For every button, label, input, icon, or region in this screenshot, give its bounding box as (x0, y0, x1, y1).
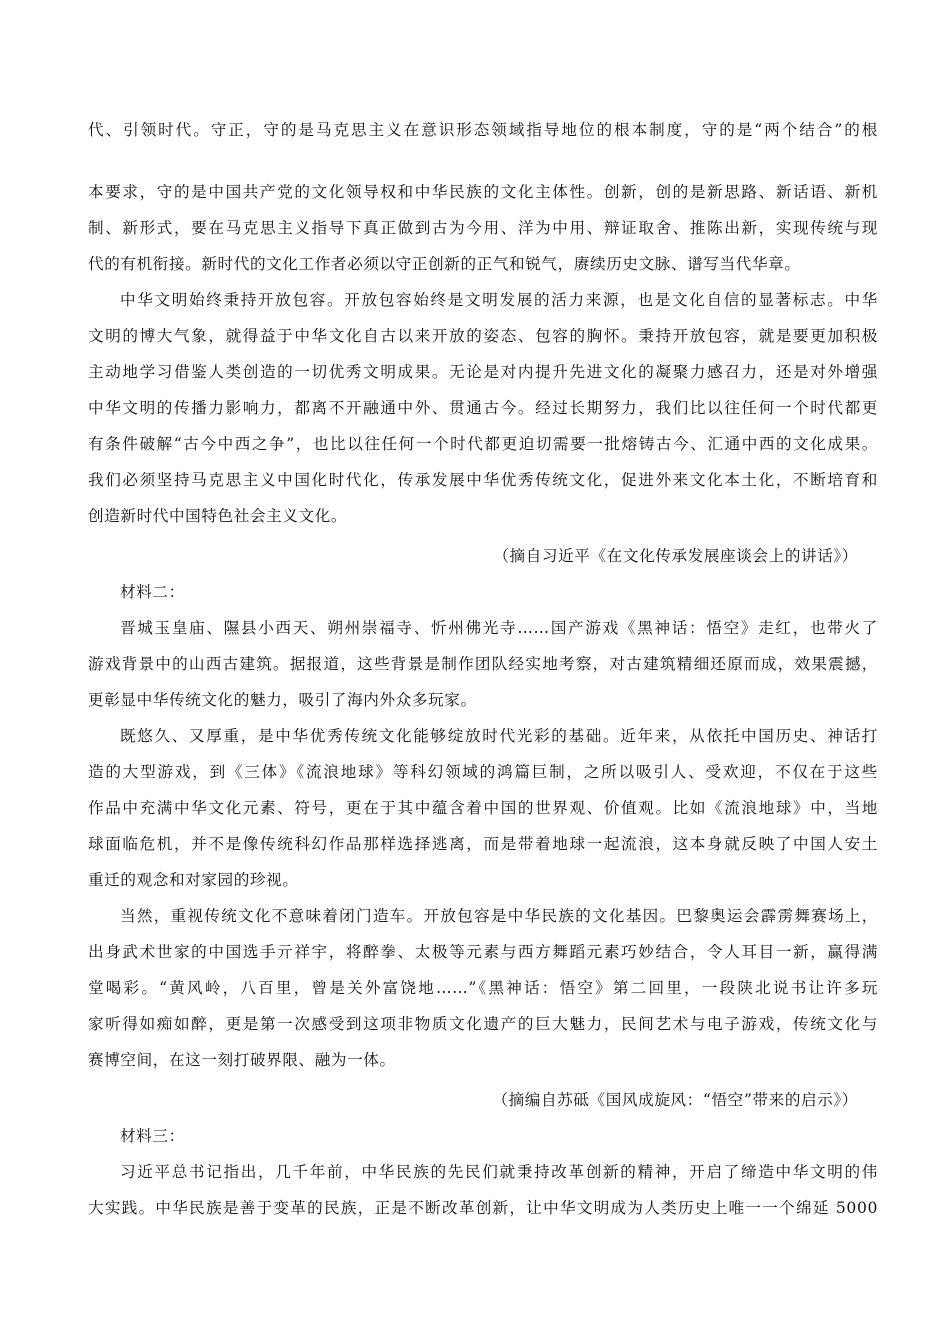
text-line: 代的有机衔接。新时代的文化工作者必须以守正创新的正气和锐气，赓续历史文脉、谱写当代华章。 (88, 255, 801, 273)
text-line: 作品中充满中华文化元素、符号，更在于其中蕴含着中国的世界观、价值观。比如《流浪地球》中，当地 (88, 799, 878, 817)
text-line: 材料二： (120, 583, 185, 601)
text-line: 重迁的观念和对家园的珍视。 (88, 871, 299, 889)
text-line: 创造新时代中国特色社会主义文化。 (88, 507, 348, 525)
text-line: 本要求，守的是中国共产党的文化领导权和中华民族的文化主体性。创新，创的是新思路、新话语、新机 (88, 183, 878, 201)
text-line: 既悠久、又厚重，是中华优秀传统文化能够绽放时代光彩的基础。近年来，从依托中国历史、神话打 (120, 727, 878, 745)
text-line: 游戏背景中的山西古建筑。据报道，这些背景是制作团队经实地考察，对古建筑精细还原而成，效果震撼， (88, 655, 878, 673)
text-line: 中华文明的传播力影响力，都离不开融通中外、贯通古今。经过长期努力，我们比以往任何一个时代都更 (88, 399, 878, 417)
text-line: 我们必须坚持马克思主义中国化时代化，传承发展中华优秀传统文化，促进外来文化本土化，不断培育和 (88, 471, 878, 489)
text-line: 制、新形式，要在马克思主义指导下真正做到古为今用、洋为中用、辩证取舍、推陈出新，实现传统与现 (88, 219, 878, 237)
text-line: 家听得如痴如醉，更是第一次感受到这项非物质文化遗产的巨大魅力，民间艺术与电子游戏，传统文化与 (88, 1015, 878, 1033)
text-line: 出身武术世家的中国选手亓祥宇，将醉拳、太极等元素与西方舞蹈元素巧妙结合，令人耳目一新，赢得满 (88, 943, 878, 961)
text-line: 材料三： (120, 1127, 185, 1145)
text-line: 球面临危机，并不是像传统科幻作品那样选择逃离，而是带着地球一起流浪，这本身就反映了中国人安土 (88, 835, 878, 853)
text-line: 赛博空间，在这一刻打破界限、融为一体。 (88, 1051, 396, 1069)
text-line: 当然，重视传统文化不意味着闭门造车。开放包容是中华民族的文化基因。巴黎奥运会霹雳舞赛场上， (120, 907, 878, 925)
text-line: （摘编自苏砥《国风成旋风：“悟空”带来的启示》） (492, 1091, 858, 1109)
text-line: 更彰显中华传统文化的魅力，吸引了海内外众多玩家。 (88, 691, 477, 709)
text-line: 习近平总书记指出，几千年前，中华民族的先民们就秉持改革创新的精神，开启了缔造中华文明的伟 (120, 1163, 878, 1181)
text-line: 晋城玉皇庙、隰县小西天、朔州崇福寺、忻州佛光寺……国产游戏《黑神话：悟空》走红，也带火了 (120, 619, 878, 637)
text-line: 堂喝彩。“黄风岭，八百里，曾是关外富饶地……”《黑神话：悟空》第二回里，一段陕北说书让许多玩 (88, 979, 878, 997)
text-line: 中华文明始终秉持开放包容。开放包容始终是文明发展的活力来源，也是文化自信的显著标志。中华 (120, 291, 878, 309)
text-line: 大实践。中华民族是善于变革的民族，正是不断改革创新，让中华文明成为人类历史上唯一一个绵延 5000 (88, 1199, 878, 1217)
text-line: 主动地学习借鉴人类创造的一切优秀文明成果。无论是对内提升先进文化的凝聚力感召力，还是对外增强 (88, 363, 878, 381)
text-line: 文明的博大气象，就得益于中华文化自古以来开放的姿态、包容的胸怀。秉持开放包容，就是要更加积极 (88, 327, 878, 345)
text-line: 有条件破解“古今中西之争”，也比以往任何一个时代都更迫切需要一批熔铸古今、汇通中西的文化成果。 (88, 435, 878, 453)
text-line: （摘自习近平《在文化传承发展座谈会上的讲话》） (493, 547, 858, 565)
text-line: 造的大型游戏，到《三体》《流浪地球》等科幻领域的鸿篇巨制，之所以吸引人、受欢迎，不仅在于这些 (88, 763, 878, 781)
text-line: 代、引领时代。守正，守的是马克思主义在意识形态领域指导地位的根本制度，守的是“两个结合”的根 (88, 121, 878, 139)
